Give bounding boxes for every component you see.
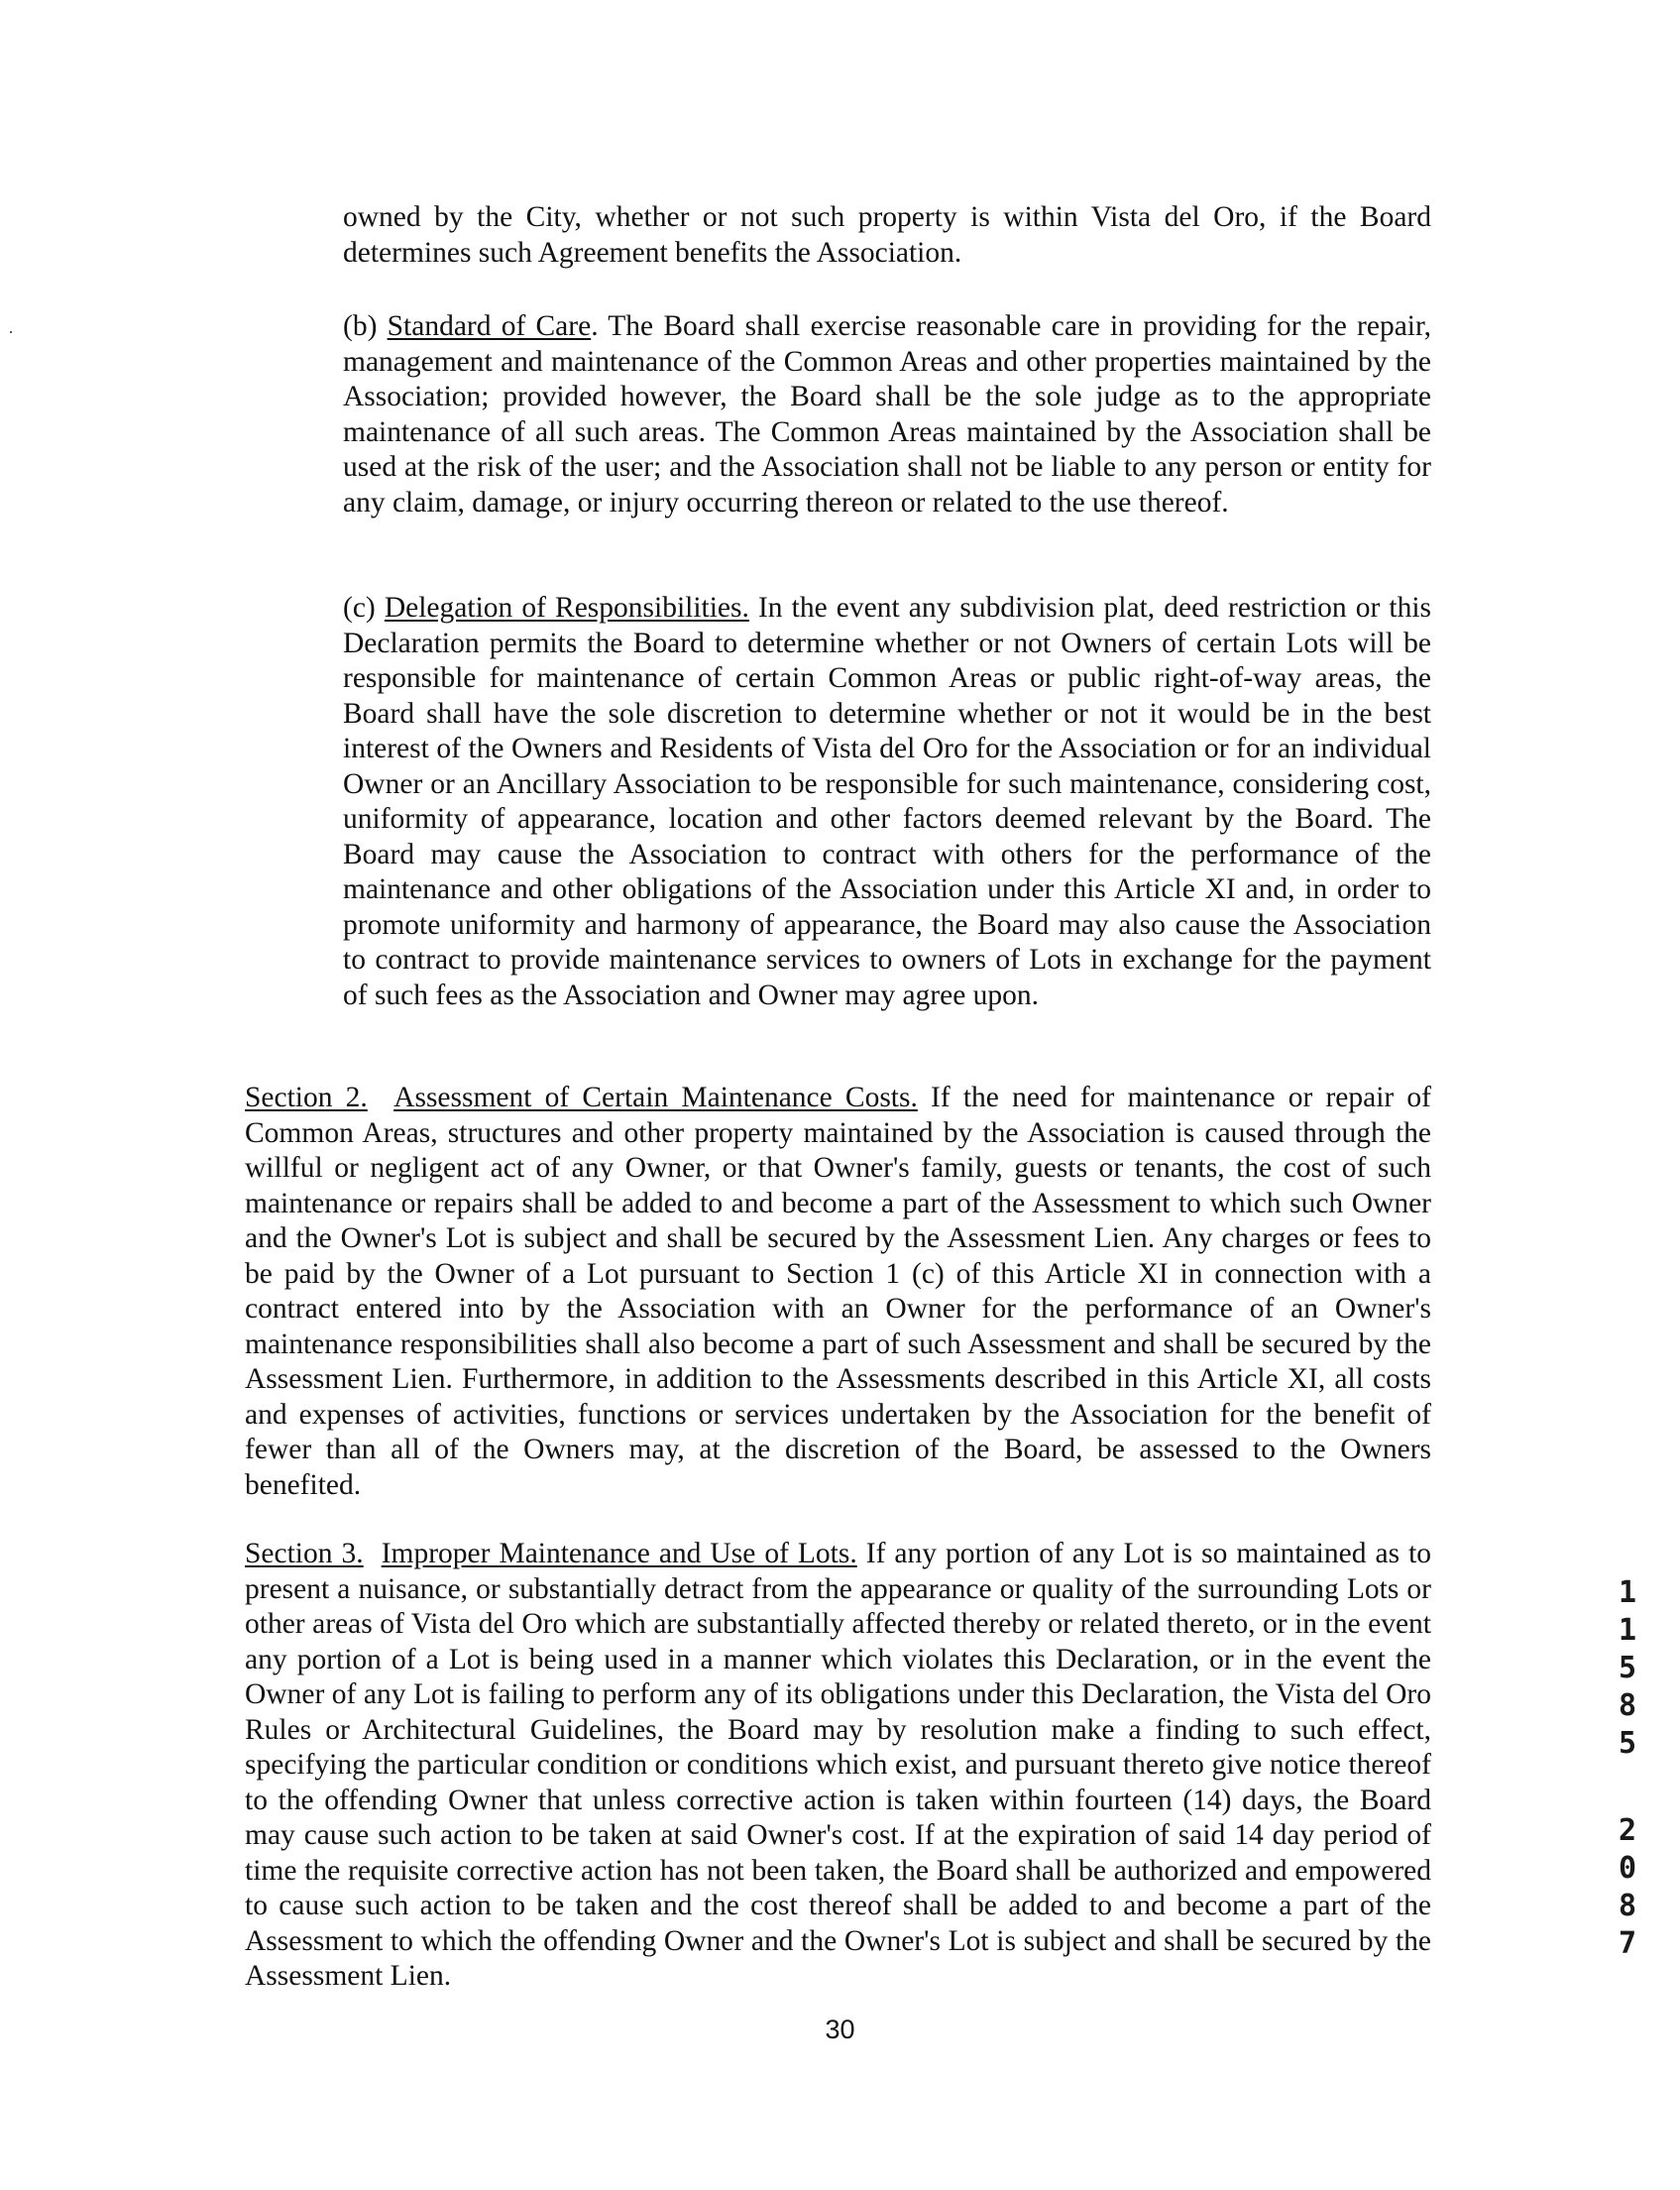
- stamp-book-digit: 8: [1618, 1688, 1637, 1723]
- subsection-c-label: (c): [343, 592, 385, 624]
- subsection-b-heading: Standard of Care: [387, 310, 592, 342]
- page-number: 30: [825, 2015, 855, 2044]
- subsection-c-text: In the event any subdivision plat, deed restriction or this Declaration permits the Board to determine whether or not Owners of certain Lots will be responsible for maintenance of certain Common Areas or public right-of-way areas, the Board shall have the sole discretion to determine whether or not it would be in the best interest of the Owners and Residents of Vista del Oro for the Association or for an individual Owner or an Ancillary Association to be responsible for such maintenance, considering cost, uniformity of appearance, location and other factors deemed relevant by the Board. The Board may cause the Association to contract with others for the performance of the maintenance and other obligations of the Association under this Article XI and, in order to promote uniformity and harmony of appearance, the Board may also cause the Association to contract to provide maintenance services to owners of Lots in exchange for the payment of such fees as the Association and Owner may agree upon.: [343, 592, 1431, 1011]
- stamp-book-digit: 5: [1618, 1726, 1637, 1761]
- stamp-page-digit: 0: [1618, 1851, 1637, 1886]
- subsection-b-heading-end: .: [591, 310, 599, 342]
- section-3-label: Section 3.: [245, 1538, 364, 1569]
- section-2-paragraph: [245, 1081, 1431, 1503]
- stamp-book-digit: 1: [1618, 1613, 1637, 1648]
- section-2-text: If the need for maintenance or repair of Common Areas, structures and other property maintained by the Association is caused through the willful or negligent act of any Owner, or that Owner's family, guests or tenants, the cost of such maintenance or repairs shall be added to and become a part of the Assessment to which such Owner and the Owner's Lot is subject and shall be secured by the Assessment Lien. Any charges or fees to be paid by the Owner of a Lot pursuant to Section 1 (c) of this Article XI in connection with a contract entered into by the Association with an Owner for the performance of an Owner's maintenance responsibilities shall also become a part of such Assessment and shall be secured by the Assessment Lien. Furthermore, in addition to the Assessments described in this Article XI, all costs and expenses of activities, functions or services undertaken by the Association for the benefit of fewer than all of the Owners may, at the discretion of the Board, be assessed to the Owners benefited.: [245, 1082, 1431, 1501]
- section-2-heading: Assessment of Certain Maintenance Costs.: [393, 1082, 918, 1113]
- section-3-heading: Improper Maintenance and Use of Lots.: [381, 1538, 857, 1569]
- subsection-c-paragraph: [343, 591, 1431, 1013]
- subsection-b-label: (b): [343, 310, 388, 342]
- stamp-page-digit: 8: [1618, 1889, 1637, 1923]
- intro-paragraph: [343, 200, 1431, 271]
- section-3-text: If any portion of any Lot is so maintained as to present a nuisance, or substantially detract from the appearance or quality of the surrounding Lots or other areas of Vista del Oro which are substantially affected thereby or related thereto, or in the event any portion of a Lot is being used in a manner which violates this Declaration, or in the event the Owner of any Lot is failing to perform any of its obligations under this Declaration, the Vista del Oro Rules or Architectural Guidelines, the Board may by resolution make a finding to such effect, specifying the particular condition or conditions which exist, and pursuant thereto give notice thereof to the offending Owner that unless corrective action is taken within fourteen (14) days, the Board may cause such action to be taken at said Owner's cost. If at the expiration of said 14 day period of time the requisite corrective action has not been taken, the Board shall be authorized and empowered to cause such action to be taken and the cost thereof shall be added to and become a part of the Assessment to which the offending Owner and the Owner's Lot is subject and shall be secured by the Assessment Lien.: [245, 1538, 1432, 1992]
- subsection-c-heading: Delegation of Responsibilities.: [384, 592, 749, 624]
- stamp-spacer: [1608, 1763, 1647, 1812]
- scan-speck: [10, 331, 12, 333]
- intro-text: owned by the City, whether or not such property is within Vista del Oro, if the Board determines such Agreement benefits the Association.: [343, 201, 1431, 269]
- section-3-paragraph: [245, 1537, 1431, 1995]
- stamp-page-digit: 7: [1618, 1926, 1637, 1961]
- section-2-label: Section 2.: [245, 1082, 368, 1113]
- subsection-b-paragraph: [343, 309, 1431, 520]
- stamp-page-digit: 2: [1618, 1813, 1637, 1848]
- recording-stamp: [1608, 1574, 1647, 1963]
- subsection-b-text: The Board shall exercise reasonable care in providing for the repair, management and maintenance of the Common Areas and other properties maintained by the Association; provided however, the Board shall be the sole judge as to the appropriate maintenance of all such areas. The Common Areas maintained by the Association shall be used at the risk of the user; and the Association shall not be liable to any person or entity for any claim, damage, or injury occurring thereon or related to the use thereof.: [343, 310, 1431, 519]
- stamp-book-digit: 1: [1618, 1575, 1637, 1610]
- stamp-book-digit: 5: [1618, 1651, 1637, 1685]
